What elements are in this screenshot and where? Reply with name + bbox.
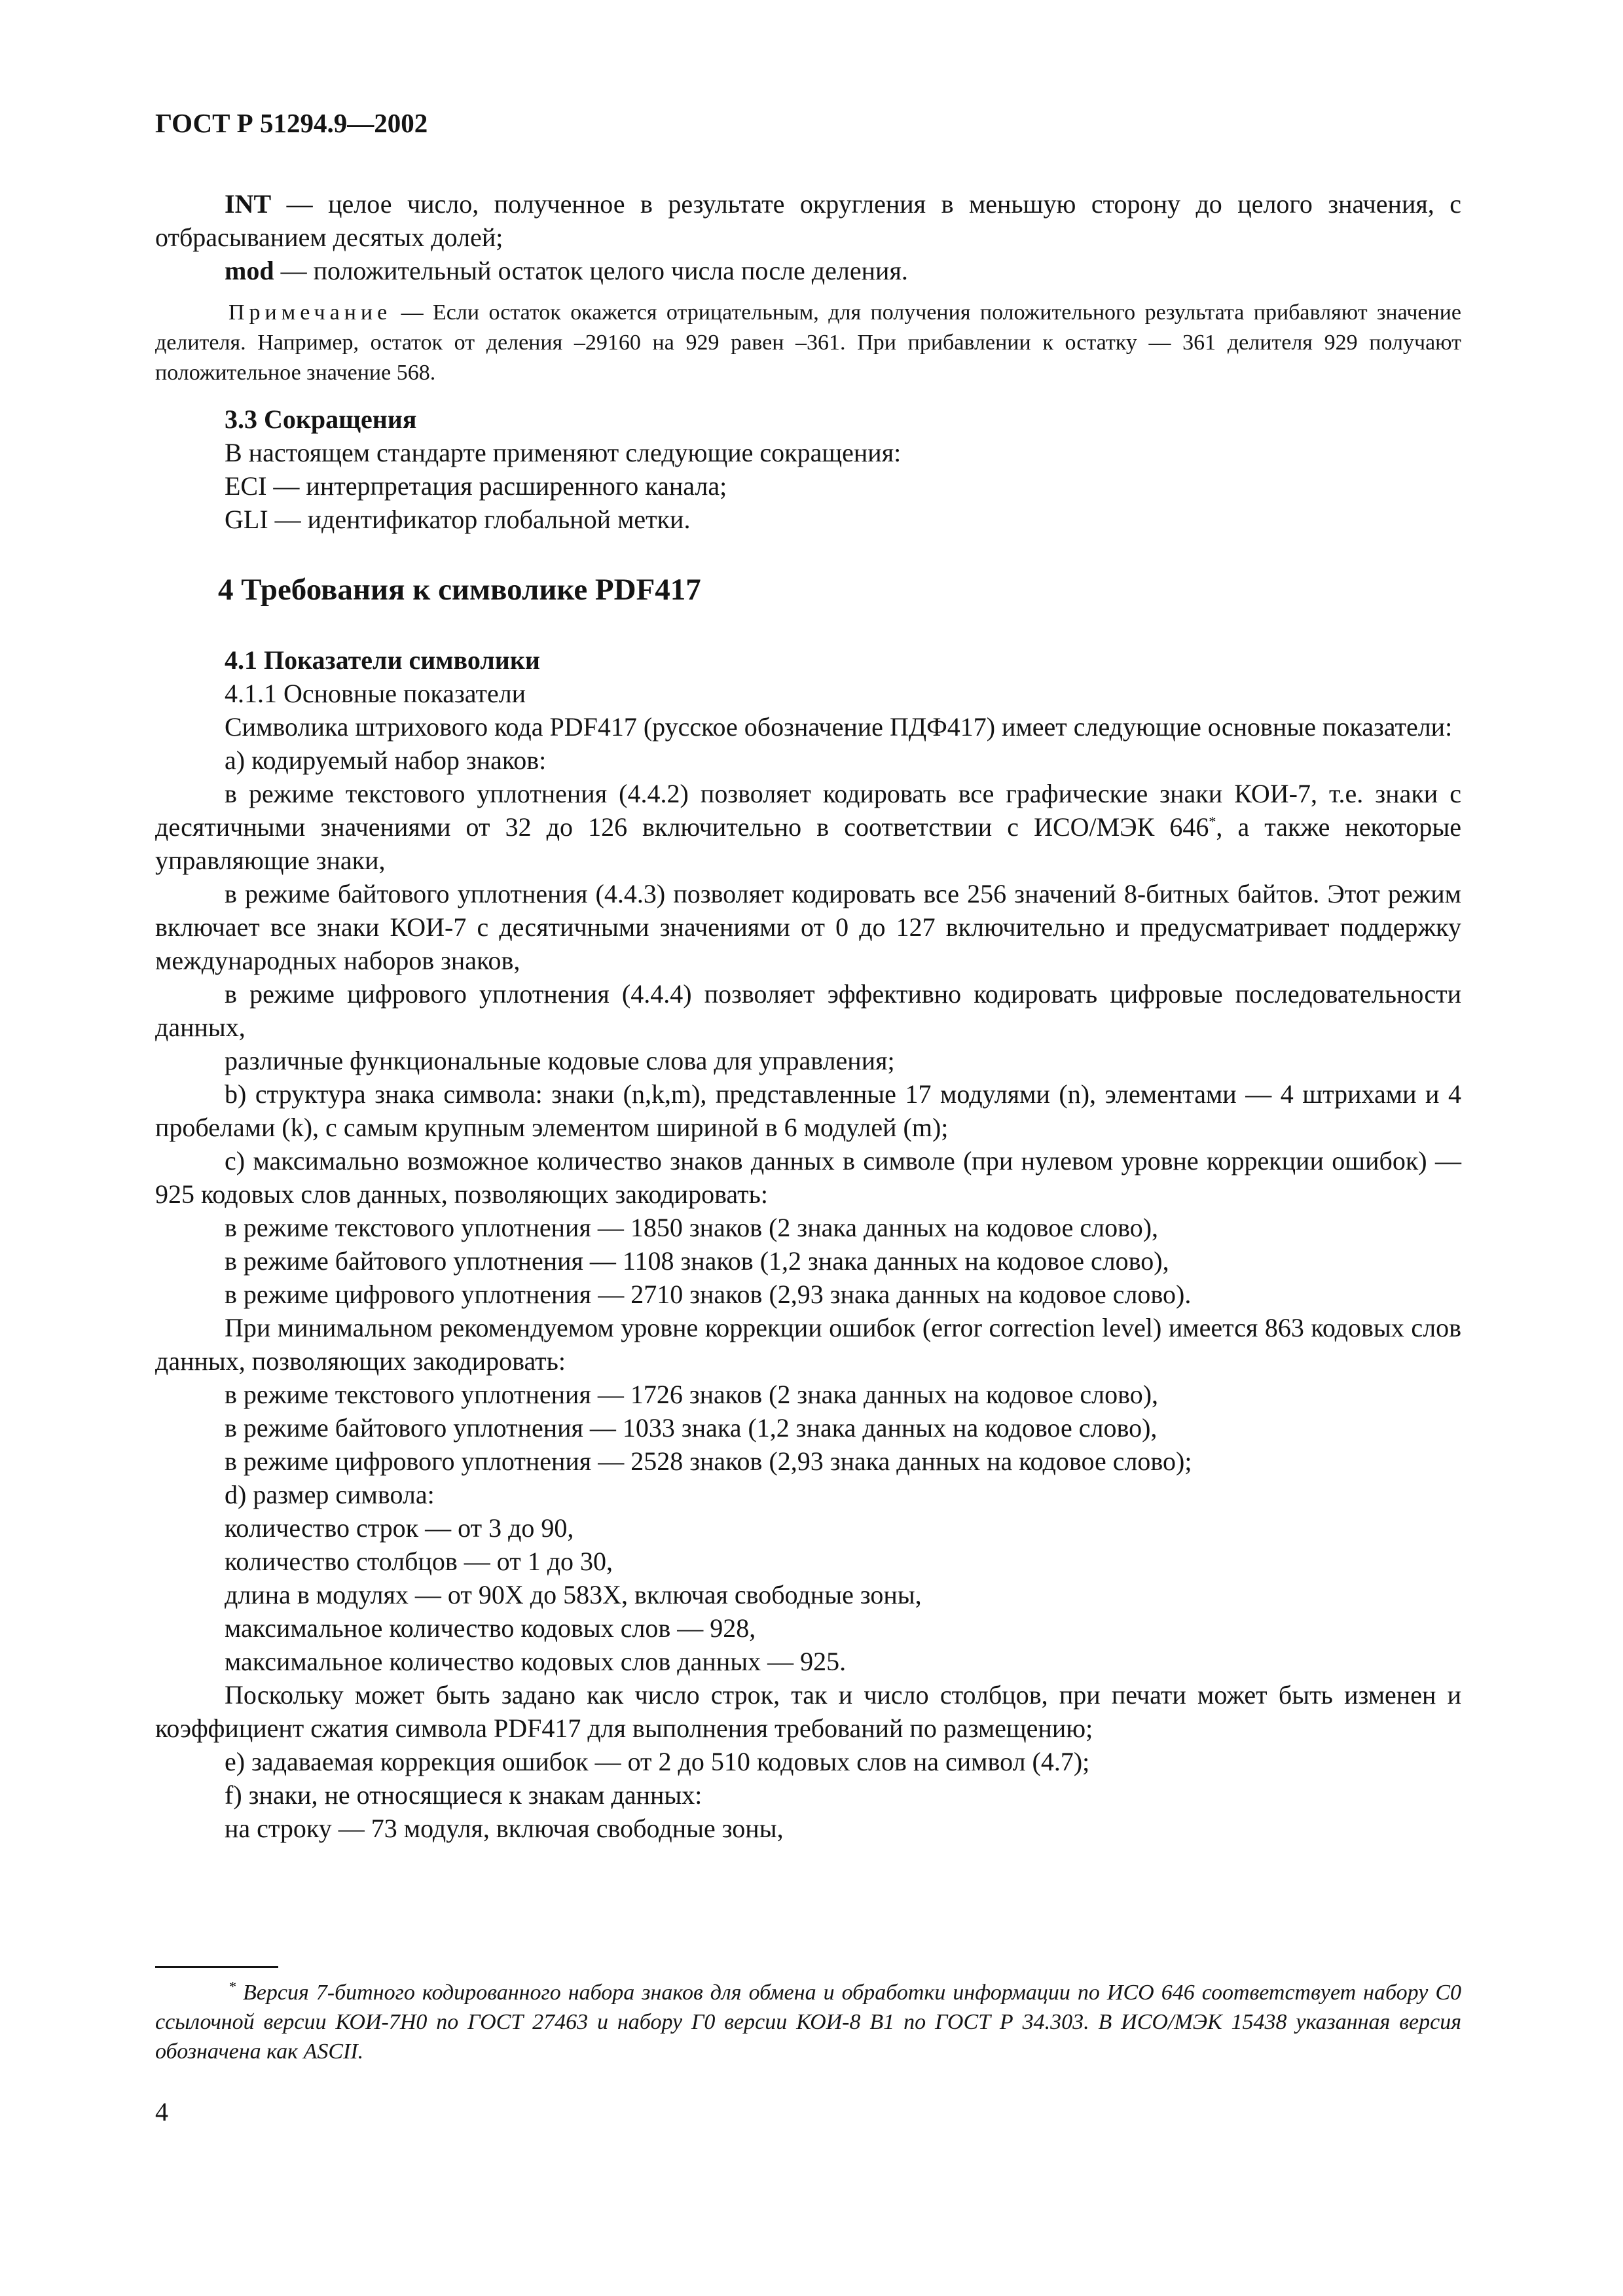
paragraph: Поскольку может быть задано как число строк, так и число столбцов, при печати может быть изменен и коэффициент сжатия символа PDF417 для выполнения требований по размещению; xyxy=(155,1680,1461,1743)
section-heading-4-1: 4.1 Показатели символики xyxy=(225,645,540,675)
list-item: a) кодируемый набор знаков: xyxy=(225,745,547,775)
list-item: c) максимально возможное количество знаков данных в символе (при нулевом уровне коррекции ошибок) — 925 кодовых слов данных, позволяющих закодировать: xyxy=(155,1146,1461,1209)
definition-term: mod xyxy=(225,256,274,285)
page-content xyxy=(155,187,1461,1845)
definition-text: — положительный остаток целого числа после деления. xyxy=(274,256,908,285)
footnote-marker: * xyxy=(228,1978,236,1995)
document-header: ГОСТ Р 51294.9—2002 xyxy=(155,108,428,138)
paragraph: При минимальном рекомендуемом уровне коррекции ошибок (error correction level) имеется 863 кодовых слов данных, позволяющих закодировать: xyxy=(155,1313,1461,1376)
paragraph: максимальное количество кодовых слов данных — 925. xyxy=(225,1647,847,1676)
paragraph xyxy=(155,777,1461,877)
paragraph: количество столбцов — от 1 до 30, xyxy=(225,1547,613,1576)
footnote xyxy=(155,1978,1461,2066)
list-item: f) знаки, не относящиеся к знакам данных: xyxy=(225,1780,702,1810)
paragraph: количество строк — от 3 до 90, xyxy=(225,1513,574,1543)
paragraph: в режиме байтового уплотнения (4.4.3) позволяет кодировать все 256 значений 8-битных байтов. Этот режим включает все знаки КОИ-7 с десятичными значениями от 0 до 127 включительно и предусматривает поддержку международных наборов знаков, xyxy=(155,879,1461,975)
list-item: d) размер символа: xyxy=(225,1480,435,1509)
paragraph: длина в модулях — от 90X до 583X, включая свободные зоны, xyxy=(225,1580,922,1609)
paragraph-text: , а также некоторые управляющие знаки, xyxy=(155,812,1462,875)
footnote-text: Версия 7-битного кодированного набора знаков для обмена и обработки информации по ИСО 646 соответствует набору С0 ссылочной версии КОИ-7Н0 по ГОСТ 27463 и набору Г0 версии КОИ-8 В1 по ГОСТ Р 34.303. В ИСО/МЭК 15438 указанная версия обозначена как ASCII. xyxy=(155,1981,1461,2064)
definition-mod xyxy=(155,254,1461,287)
section-heading-4: 4 Требования к символике PDF417 xyxy=(218,573,701,607)
paragraph: различные функциональные кодовые слова для управления; xyxy=(225,1046,895,1075)
paragraph: в режиме байтового уплотнения — 1108 знаков (1,2 знака данных на кодовое слово), xyxy=(225,1246,1169,1276)
paragraph: в режиме байтового уплотнения — 1033 знака (1,2 знака данных на кодовое слово), xyxy=(225,1413,1158,1443)
paragraph: в режиме цифрового уплотнения — 2710 знаков (2,93 знака данных на кодовое слово). xyxy=(225,1280,1192,1309)
section-heading-4-1-1: 4.1.1 Основные показатели xyxy=(225,679,526,708)
definition-term: INT xyxy=(225,189,272,219)
definition-text: — целое число, полученное в результате округления в меньшую сторону до целого значения, с отбрасыванием десятых долей; xyxy=(155,189,1461,252)
footnote-reference: * xyxy=(1209,813,1216,830)
paragraph: в режиме текстового уплотнения — 1850 знаков (2 знака данных на кодовое слово), xyxy=(225,1213,1159,1242)
note-label: Примечание xyxy=(228,300,392,325)
footnote-divider xyxy=(155,1966,278,1968)
section-heading-3-3: 3.3 Сокращения xyxy=(225,404,417,434)
note-text: — Если остаток окажется отрицательным, для получения положительного результата прибавляют значение делителя. Например, остаток от деления –29160 на 929 равен –361. При прибавлении к остатку — 361 делителя 929 получают положительное значение 568. xyxy=(155,300,1461,385)
abbreviation-eci: ECI — интерпретация расширенного канала; xyxy=(225,471,727,501)
paragraph: В настоящем стандарте применяют следующие сокращения: xyxy=(225,438,902,467)
paragraph: максимальное количество кодовых слов — 928, xyxy=(225,1613,756,1643)
page-number: 4 xyxy=(155,2097,168,2126)
list-item: b) структура знака символа: знаки (n,k,m), представленные 17 модулями (n), элементами — 4 штрихами и 4 пробелами (k), с самым крупным элементом шириной в 6 модулей (m); xyxy=(155,1079,1461,1142)
paragraph: в режиме цифрового уплотнения — 2528 знаков (2,93 знака данных на кодовое слово); xyxy=(225,1446,1192,1476)
paragraph: на строку — 73 модуля, включая свободные зоны, xyxy=(225,1814,784,1843)
abbreviation-gli: GLI — идентификатор глобальной метки. xyxy=(225,505,691,534)
list-item: e) задаваемая коррекция ошибок — от 2 до 510 кодовых слов на символ (4.7); xyxy=(225,1747,1090,1776)
paragraph-text: в режиме текстового уплотнения (4.4.2) позволяет кодировать все графические знаки КОИ-7, т.е. знаки с десятичными значениями от 32 до 126 включительно в соответствии с ИСО/МЭК 646 xyxy=(155,779,1461,842)
paragraph: Символика штрихового кода PDF417 (русское обозначение ПДФ417) имеет следующие основные показатели: xyxy=(225,712,1453,742)
definition-int xyxy=(155,187,1461,254)
note xyxy=(155,298,1461,388)
paragraph: в режиме текстового уплотнения — 1726 знаков (2 знака данных на кодовое слово), xyxy=(225,1380,1159,1409)
paragraph: в режиме цифрового уплотнения (4.4.4) позволяет эффективно кодировать цифровые последовательности данных, xyxy=(155,979,1461,1042)
